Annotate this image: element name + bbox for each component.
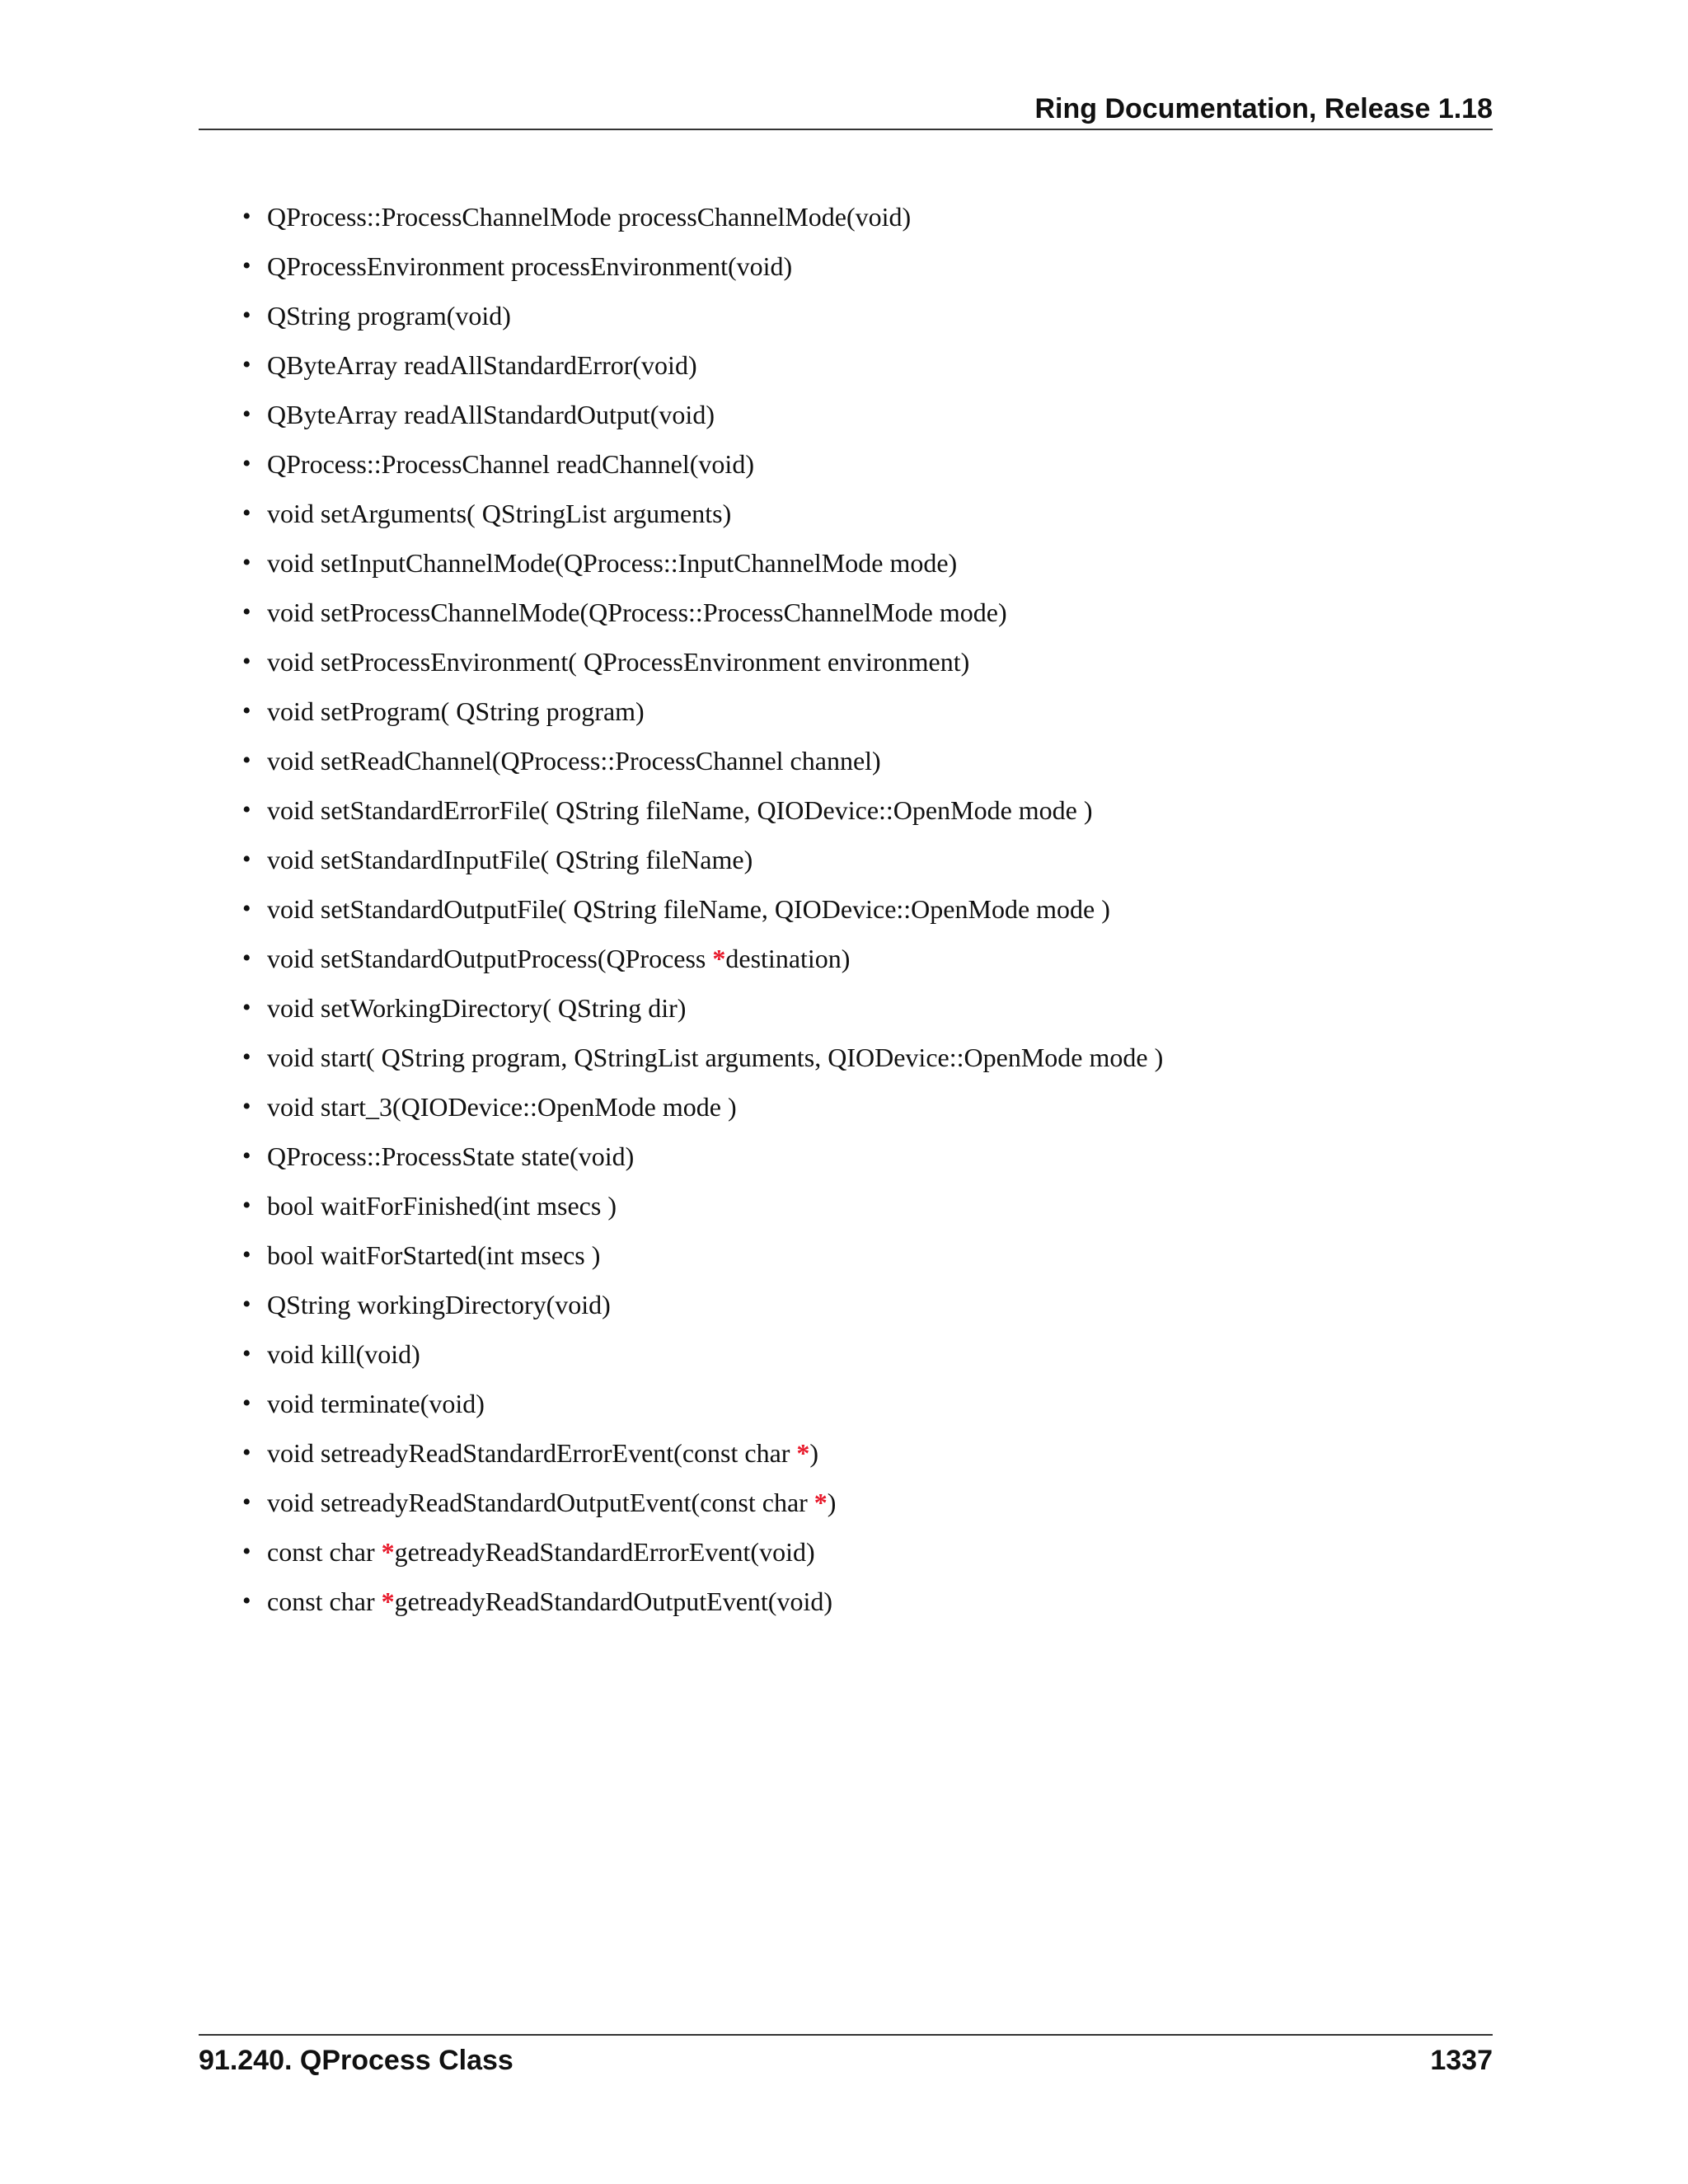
bullet-icon: • xyxy=(242,499,251,527)
method-item xyxy=(242,494,1163,543)
method-signature-text: ) xyxy=(827,1488,837,1517)
bullet-icon: • xyxy=(242,1538,251,1565)
bullet-icon: • xyxy=(242,450,251,477)
method-item xyxy=(242,395,1163,444)
pointer-asterisk: * xyxy=(381,1537,395,1567)
page-footer xyxy=(199,2034,1493,2085)
method-signature-text: QByteArray readAllStandardOutput(void) xyxy=(267,400,715,429)
method-signature-text: void setStandardInputFile( QString fileName) xyxy=(267,845,753,874)
method-item xyxy=(242,345,1163,395)
method-signature-text: void setReadChannel(QProcess::ProcessChannel channel) xyxy=(267,746,881,776)
method-item xyxy=(242,642,1163,691)
method-item xyxy=(242,889,1163,939)
pointer-asterisk: * xyxy=(796,1438,810,1468)
method-item xyxy=(242,543,1163,593)
method-signature-text: getreadyReadStandardOutputEvent(void) xyxy=(394,1586,832,1616)
method-item xyxy=(242,1235,1163,1285)
method-item xyxy=(242,988,1163,1038)
method-signature-text: void start_3(QIODevice::OpenMode mode ) xyxy=(267,1092,737,1122)
method-item xyxy=(242,840,1163,889)
bullet-icon: • xyxy=(242,1142,251,1169)
pointer-asterisk: * xyxy=(814,1488,828,1517)
method-signature-text: QString workingDirectory(void) xyxy=(267,1290,611,1319)
bullet-icon: • xyxy=(242,351,251,378)
method-item xyxy=(242,1285,1163,1334)
method-signature-text: QProcess::ProcessChannel readChannel(void) xyxy=(267,449,754,479)
bullet-icon: • xyxy=(242,846,251,873)
method-signature-text: void setProgram( QString program) xyxy=(267,696,645,726)
method-signature-text: QByteArray readAllStandardError(void) xyxy=(267,350,697,380)
method-signature-text: void kill(void) xyxy=(267,1339,420,1369)
bullet-icon: • xyxy=(242,203,251,230)
method-item xyxy=(242,444,1163,494)
method-signature-text: void setProcessEnvironment( QProcessEnvironment environment) xyxy=(267,647,970,677)
bullet-icon: • xyxy=(242,895,251,922)
page-number: 1337 xyxy=(1430,2045,1493,2076)
method-signature-text: void start( QString program, QStringList arguments, QIODevice::OpenMode mode ) xyxy=(267,1043,1164,1072)
method-item xyxy=(242,790,1163,840)
method-item xyxy=(242,1532,1163,1582)
method-item xyxy=(242,593,1163,642)
method-item xyxy=(242,1087,1163,1137)
method-signature-text: QString program(void) xyxy=(267,301,511,330)
method-signature-text: void setStandardErrorFile( QString fileName, QIODevice::OpenMode mode ) xyxy=(267,795,1093,825)
method-item xyxy=(242,1334,1163,1384)
bullet-icon: • xyxy=(242,401,251,428)
method-signature-text: void setreadyReadStandardErrorEvent(const char xyxy=(267,1438,797,1468)
bullet-icon: • xyxy=(242,648,251,675)
method-signature-text: void setStandardOutputFile( QString fileName, QIODevice::OpenMode mode ) xyxy=(267,894,1110,924)
bullet-icon: • xyxy=(242,796,251,823)
method-item xyxy=(242,246,1163,296)
method-list xyxy=(242,197,1163,1631)
method-item xyxy=(242,1137,1163,1186)
method-signature-text: bool waitForStarted(int msecs ) xyxy=(267,1240,601,1270)
page-header xyxy=(199,91,1493,130)
bullet-icon: • xyxy=(242,1587,251,1615)
bullet-icon: • xyxy=(242,1043,251,1071)
method-item xyxy=(242,939,1163,988)
method-signature-text: QProcess::ProcessChannelMode processChannelMode(void) xyxy=(267,202,912,232)
method-signature-text: void setProcessChannelMode(QProcess::ProcessChannelMode mode) xyxy=(267,598,1007,627)
method-signature-text: QProcessEnvironment processEnvironment(void) xyxy=(267,251,793,281)
bullet-icon: • xyxy=(242,1291,251,1318)
method-signature-text: void terminate(void) xyxy=(267,1389,485,1418)
bullet-icon: • xyxy=(242,1340,251,1367)
bullet-icon: • xyxy=(242,1439,251,1466)
bullet-icon: • xyxy=(242,302,251,329)
bullet-icon: • xyxy=(242,994,251,1021)
bullet-icon: • xyxy=(242,1390,251,1417)
bullet-icon: • xyxy=(242,1241,251,1268)
pointer-asterisk: * xyxy=(381,1586,395,1616)
method-signature-text: void setWorkingDirectory( QString dir) xyxy=(267,993,687,1023)
method-item xyxy=(242,691,1163,741)
method-signature-text: bool waitForFinished(int msecs ) xyxy=(267,1191,617,1221)
bullet-icon: • xyxy=(242,549,251,576)
method-signature-text: destination) xyxy=(725,944,851,973)
method-signature-text: void setStandardOutputProcess(QProcess xyxy=(267,944,713,973)
bullet-icon: • xyxy=(242,697,251,724)
method-signature-text: void setArguments( QStringList arguments) xyxy=(267,499,732,528)
method-item xyxy=(242,1038,1163,1087)
bullet-icon: • xyxy=(242,944,251,972)
method-item xyxy=(242,296,1163,345)
method-item xyxy=(242,1483,1163,1532)
method-signature-text: void setInputChannelMode(QProcess::InputChannelMode mode) xyxy=(267,548,958,578)
method-signature-text: ) xyxy=(809,1438,819,1468)
method-signature-text: QProcess::ProcessState state(void) xyxy=(267,1141,635,1171)
method-item xyxy=(242,1433,1163,1483)
pointer-asterisk: * xyxy=(712,944,726,973)
bullet-icon: • xyxy=(242,598,251,626)
method-item xyxy=(242,741,1163,790)
method-item xyxy=(242,1384,1163,1433)
footer-section-title: 91.240. QProcess Class xyxy=(199,2045,513,2076)
method-item xyxy=(242,197,1163,246)
method-item xyxy=(242,1582,1163,1631)
bullet-icon: • xyxy=(242,252,251,279)
method-signature-text: void setreadyReadStandardOutputEvent(const char xyxy=(267,1488,814,1517)
method-signature-text: const char xyxy=(267,1586,382,1616)
running-title: Ring Documentation, Release 1.18 xyxy=(1034,93,1493,124)
bullet-icon: • xyxy=(242,1192,251,1219)
method-signature-text: const char xyxy=(267,1537,382,1567)
bullet-icon: • xyxy=(242,1488,251,1516)
method-item xyxy=(242,1186,1163,1235)
method-signature-text: getreadyReadStandardErrorEvent(void) xyxy=(394,1537,815,1567)
bullet-icon: • xyxy=(242,747,251,774)
bullet-icon: • xyxy=(242,1093,251,1120)
